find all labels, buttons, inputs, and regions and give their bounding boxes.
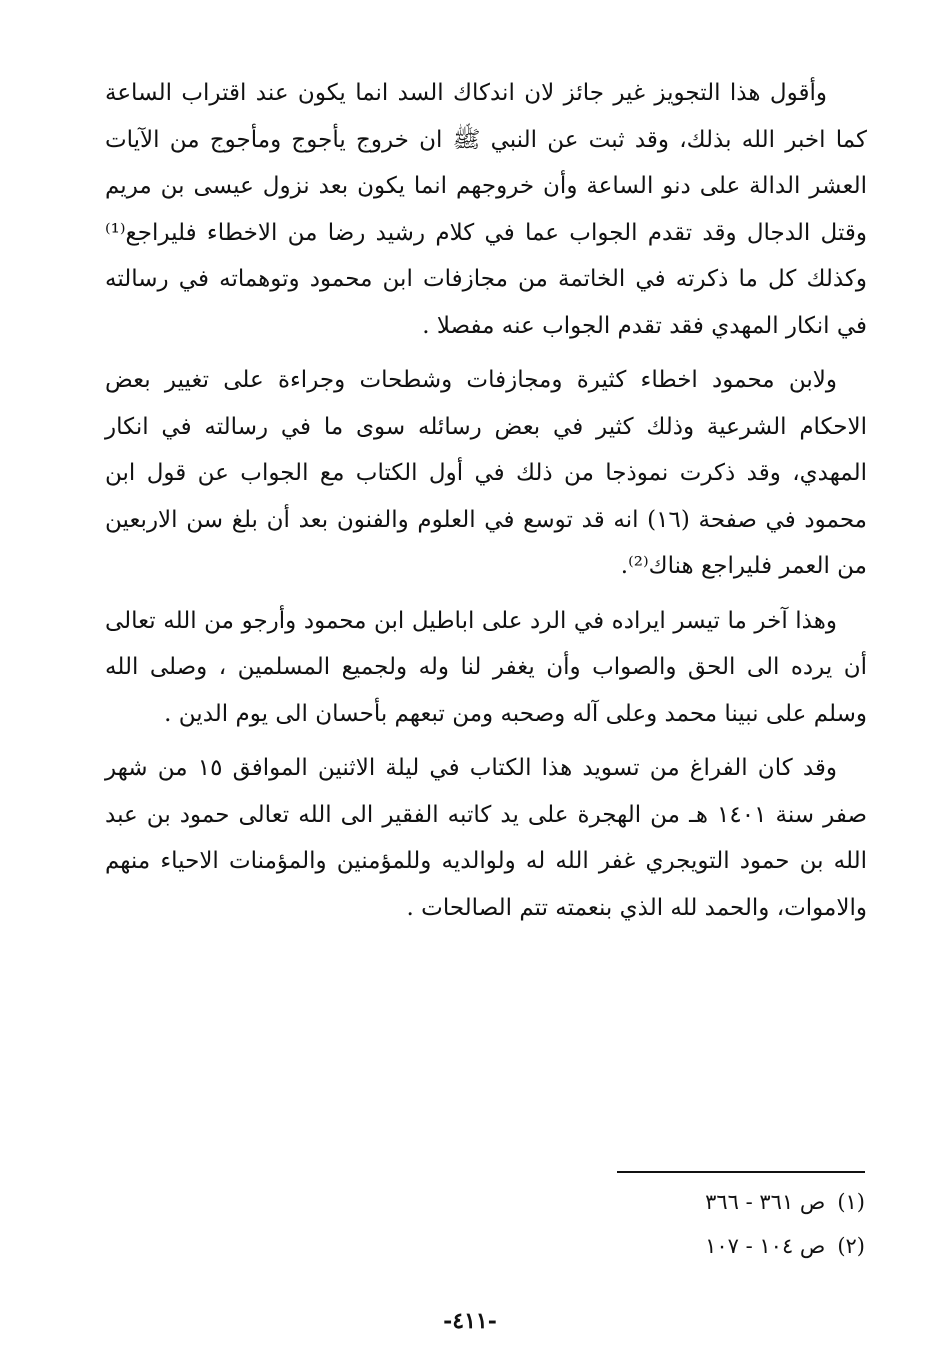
footnote-number: (٢) xyxy=(837,1234,865,1258)
footnote-number: (١) xyxy=(837,1190,865,1214)
footnotes xyxy=(560,1180,865,1268)
paragraph-2: ولابن محمود اخطاء كثيرة ومجازفات وشطحات وجراءة على تغيير بعض الاحكام الشرعية وذلك كثير في بعض رسائله سوى ما في رسالته في انكار المهدي، وقد ذكرت نموذجا من ذلك في أول الكتاب مع الجواب عن قول ابن محمود في صفحة (١٦) انه قد توسع في العلوم والفنون بعد أن بلغ سن الاربعين من العمر فليراجع هناك⁽²⁾. xyxy=(105,367,867,579)
paragraph-3: وهذا آخر ما تيسر ايراده في الرد على اباطيل ابن محمود وأرجو من الله تعالى أن يرده الى الحق والصواب وأن يغفر لنا وله ولجميع المسلمين ، وصلى الله وسلم على نبينا محمد وعلى آله وصحبه ومن تبعهم بأحسان الى يوم الدين . xyxy=(105,607,867,727)
page-number: -٤١١- xyxy=(443,1308,497,1334)
body-text xyxy=(105,70,867,939)
footnote-text: ص ٣٦١ - ٣٦٦ xyxy=(705,1190,826,1214)
footnote-1 xyxy=(560,1180,865,1224)
footnote-divider xyxy=(617,1171,865,1173)
footnote-2 xyxy=(560,1224,865,1268)
paragraph-4: وقد كان الفراغ من تسويد هذا الكتاب في ليلة الاثنين الموافق ١٥ من شهر صفر سنة ١٤٠١ هـ من الهجرة على يد كاتبه الفقير الى الله تعالى حمود بن عبد الله بن حمود التويجري غفر الله له ولوالديه وللمؤمنين والمؤمنات الاحياء منهم والاموات، والحمد لله الذي بنعمته تتم الصالحات . xyxy=(105,755,867,921)
paragraph-1: وأقول هذا التجويز غير جائز لان اندكاك السد انما يكون عند اقتراب الساعة كما اخبر الله بذلك، وقد ثبت عن النبي ﷺ ان خروج يأجوج ومأجوج من الآيات العشر الدالة على دنو الساعة وأن خروجهم انما يكون بعد نزول عيسى بن مريم وقتل الدجال وقد تقدم الجواب عما في كلام رشيد رضا من الاخطاء فليراجع⁽¹⁾ وكذلك كل ما ذكرته في الخاتمة من مجازفات ابن محمود وتوهماته في رسالته في انكار المهدي فقد تقدم الجواب عنه مفصلا . xyxy=(105,80,867,339)
footnote-text: ص ١٠٤ - ١٠٧ xyxy=(705,1234,826,1258)
